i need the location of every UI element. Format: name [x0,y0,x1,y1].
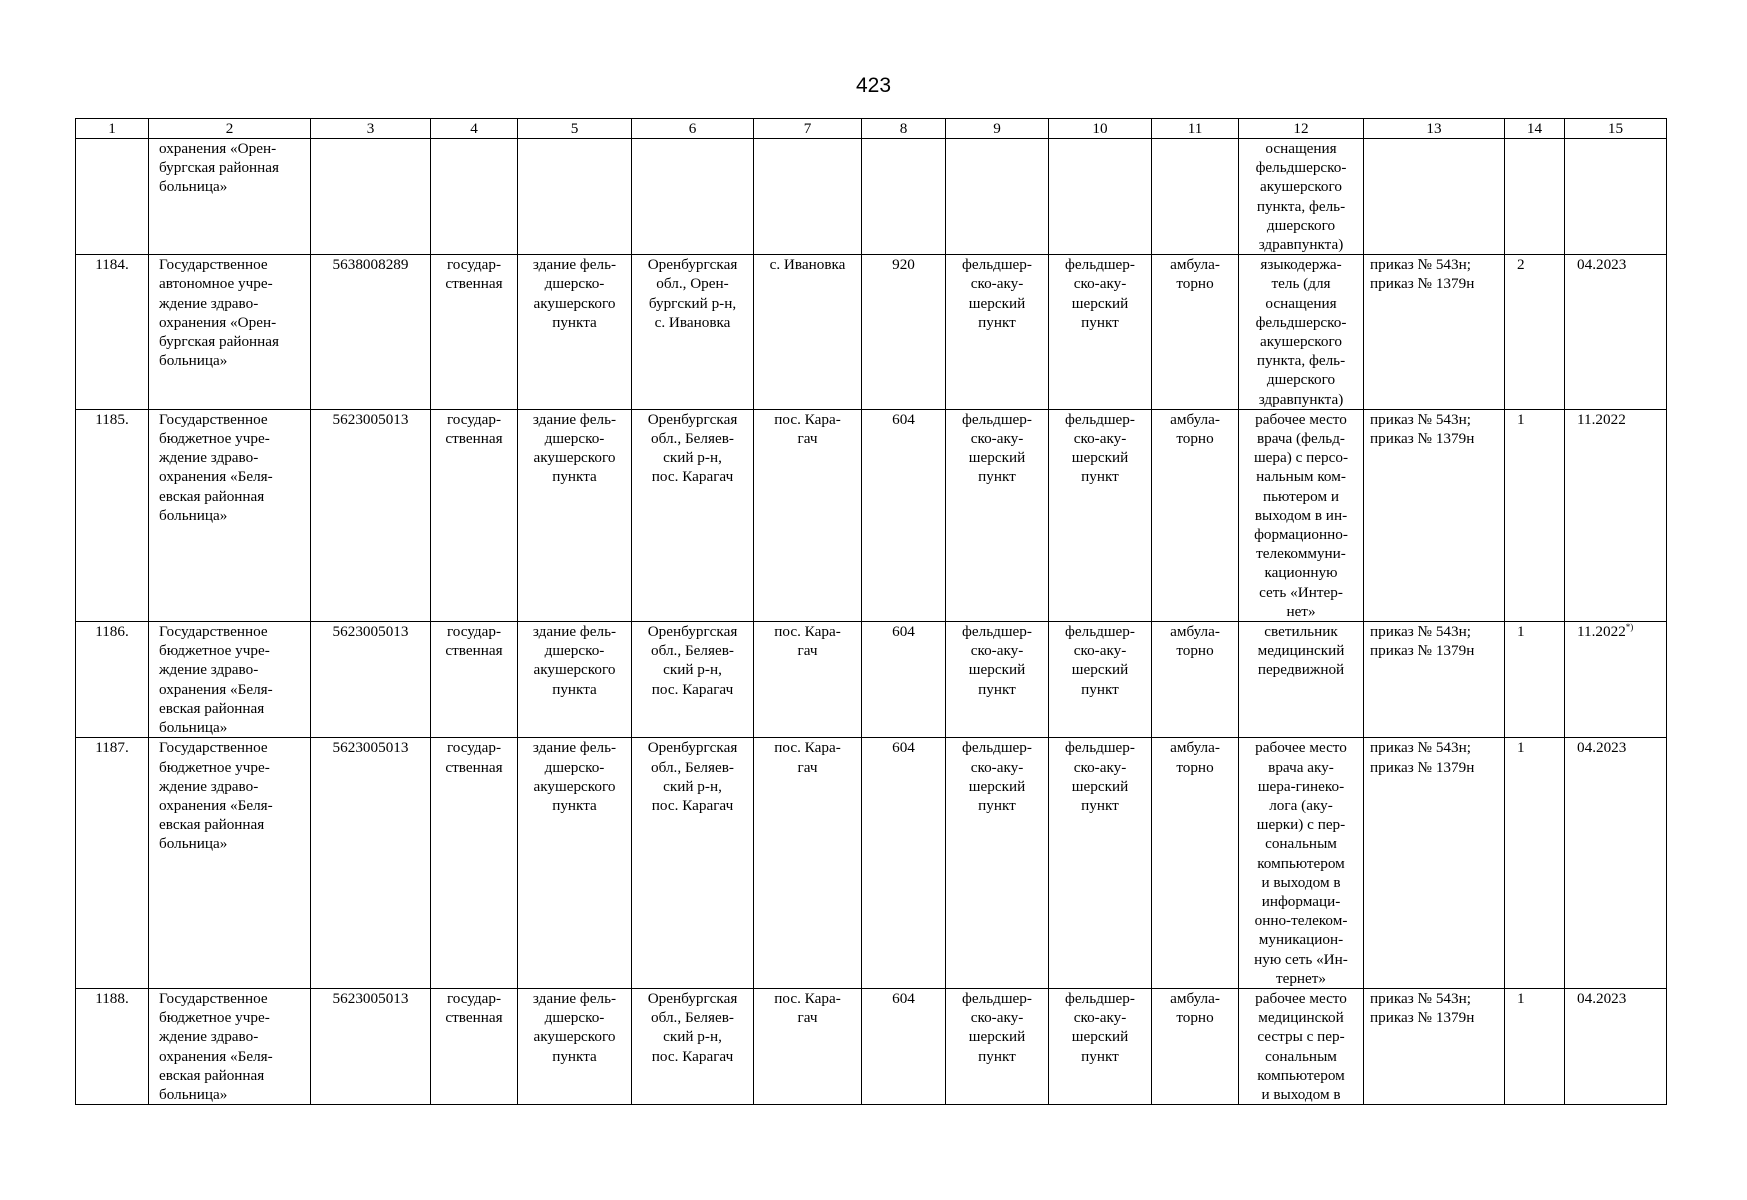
cell-text: амбула- торно [1170,623,1220,660]
cell-building [518,622,632,738]
cell-address [632,738,754,989]
cell-text: фельдшер- ско-аку- шерский пункт [1065,256,1135,331]
table-row [76,738,1667,989]
cell-text: 5623005013 [332,989,409,1007]
cell-date [1565,139,1667,255]
cell-text: приказ № 543н; приказ № 1379н [1370,410,1475,448]
cell-inn [311,988,431,1104]
cell-text: фельдшер- ско-аку- шерский пункт [962,410,1032,486]
table-row [76,409,1667,621]
cell-text: 1 [1517,739,1525,757]
cell-quantity [1505,738,1565,989]
cell-text: рабочее место медицинской сестры с пер- сональным компьютером и выходом в [1255,989,1347,1103]
cell-text: 1186. [95,623,129,641]
cell-quantity [1505,139,1565,255]
cell-text: 1185. [95,410,129,428]
cell-number [76,409,149,621]
cell-population [862,255,946,410]
cell-regulation [1364,622,1505,738]
cell-equipment [1239,409,1364,621]
cell-text: рабочее место врача аку- шера-гинеко- лога (аку- шерки) с пер- сональным компьютером и выходом в информаци- онно-телеком- муникацион- ную сеть «Ин- тернет» [1254,739,1348,987]
footnote-mark: *) [1625,622,1634,633]
cell-ownership [431,409,518,621]
cell-address [632,409,754,621]
cell-care-form [1152,622,1239,738]
cell-text: Оренбургская обл., Беляев- ский р-н, пос. Карагач [647,989,738,1065]
cell-text: 11.2022 [1577,623,1626,641]
cell-date [1565,255,1667,410]
cell-care-form [1152,255,1239,410]
cell-equipment [1239,622,1364,738]
table-row [76,988,1667,1104]
cell-settlement [754,139,862,255]
cell-text: 04.2023 [1577,739,1627,757]
cell-number [76,255,149,410]
cell-settlement [754,255,862,410]
cell-text: Государственное бюджетное учре- ждение здраво- охранения «Беля- евская районная больница» [159,739,273,853]
cell-care-form [1152,738,1239,989]
cell-text: фельдшер- ско-аку- шерский пункт [962,739,1032,814]
cell-text: фельдшер- ско-аку- шерский пункт [1065,623,1135,698]
cell-text: 5623005013 [332,739,409,757]
cell-building [518,988,632,1104]
cell-text: языкодержа- тель (для оснащения фельдшерско- акушерского пункта, фель- дшерского здравпункта) [1255,256,1347,408]
cell-inn [311,255,431,410]
cell-text: Оренбургская обл., Беляев- ский р-н, пос. Карагач [647,739,738,814]
column-header-7: 7 [754,119,862,139]
cell-building [518,255,632,410]
cell-text: 1187. [95,739,129,757]
cell-address [632,988,754,1104]
cell-settlement [754,988,862,1104]
cell-ownership [431,988,518,1104]
cell-text: 1 [1517,410,1525,428]
cell-facility-type [946,622,1049,738]
cell-number [76,622,149,738]
cell-text: здание фель- дшерско- акушерского пункта [532,256,617,331]
cell-text: Оренбургская обл., Беляев- ский р-н, пос. Карагач [647,410,738,486]
cell-text: фельдшер- ско-аку- шерский пункт [1065,410,1135,486]
column-header-6: 6 [632,119,754,139]
cell-text: приказ № 543н; приказ № 1379н [1370,256,1475,293]
cell-population [862,139,946,255]
cell-population [862,409,946,621]
column-header-11: 11 [1152,119,1239,139]
cell-building [518,409,632,621]
cell-text: государ- ственная [445,989,503,1027]
cell-text: здание фель- дшерско- акушерского пункта [532,410,617,486]
cell-unit-type [1049,255,1152,410]
column-header-12: 12 [1239,119,1364,139]
column-header-8: 8 [862,119,946,139]
cell-text: фельдшер- ско-аку- шерский пункт [962,623,1032,698]
cell-unit-type [1049,988,1152,1104]
table-row [76,255,1667,410]
cell-text: Государственное бюджетное учре- ждение здраво- охранения «Беля- евская районная больница» [159,989,273,1103]
cell-quantity [1505,622,1565,738]
cell-inn [311,622,431,738]
cell-text: 1184. [95,256,129,274]
column-header-9: 9 [946,119,1049,139]
cell-ownership [431,738,518,989]
cell-text: 11.2022 [1577,410,1626,428]
cell-organization [149,738,311,989]
cell-facility-type [946,988,1049,1104]
cell-text: оснащения фельдшерско- акушерского пункта, фель- дшерского здравпункта) [1255,140,1347,254]
cell-address [632,255,754,410]
cell-number [76,139,149,255]
cell-date [1565,409,1667,621]
cell-unit-type [1049,139,1152,255]
cell-text: здание фель- дшерско- акушерского пункта [532,739,617,814]
table-row [76,622,1667,738]
cell-regulation [1364,988,1505,1104]
cell-building [518,139,632,255]
column-header-15: 15 [1565,119,1667,139]
cell-text: рабочее место врача (фельд- шера) с персо- нальным ком- пьютером и выходом в ин- формационно- телекоммуни- кационную сеть «Интер- нет» [1253,410,1349,620]
cell-text: 5638008289 [332,256,409,274]
cell-text: приказ № 543н; приказ № 1379н [1370,623,1475,660]
cell-regulation [1364,409,1505,621]
cell-text: 604 [892,410,915,428]
cell-equipment [1239,139,1364,255]
cell-text: Оренбургская обл., Беляев- ский р-н, пос. Карагач [647,623,738,698]
cell-text: 604 [892,739,915,757]
cell-ownership [431,139,518,255]
cell-facility-type [946,139,1049,255]
cell-text: амбула- торно [1170,256,1220,293]
cell-text: Государственное бюджетное учре- ждение здраво- охранения «Беля- евская районная больница» [159,623,273,737]
cell-regulation [1364,738,1505,989]
cell-text: 1 [1517,623,1525,641]
cell-text: государ- ственная [445,256,503,293]
cell-text: фельдшер- ско-аку- шерский пункт [1065,739,1135,814]
cell-text: государ- ственная [445,739,503,776]
cell-text: Государственное бюджетное учре- ждение здраво- охранения «Беля- евская районная больница» [159,410,273,524]
cell-settlement [754,409,862,621]
cell-text: охранения «Орен- бургская районная больница» [159,140,280,196]
cell-care-form [1152,139,1239,255]
column-header-4: 4 [431,119,518,139]
cell-inn [311,409,431,621]
cell-text: приказ № 543н; приказ № 1379н [1370,989,1475,1027]
cell-regulation [1364,255,1505,410]
cell-date [1565,738,1667,989]
cell-care-form [1152,409,1239,621]
cell-settlement [754,622,862,738]
column-header-10: 10 [1049,119,1152,139]
cell-building [518,738,632,989]
cell-quantity [1505,409,1565,621]
cell-text: 5623005013 [332,623,409,641]
cell-organization [149,409,311,621]
cell-text: фельдшер- ско-аку- шерский пункт [962,989,1032,1065]
column-header-1: 1 [76,119,149,139]
column-header-3: 3 [311,119,431,139]
cell-text: Государственное автономное учре- ждение здраво- охранения «Орен- бургская районная больница» [159,256,280,370]
cell-address [632,622,754,738]
cell-text: пос. Кара- гач [774,989,841,1027]
cell-equipment [1239,255,1364,410]
cell-text: 1188. [95,989,129,1007]
table-header [76,119,1667,139]
cell-text: фельдшер- ско-аку- шерский пункт [1065,989,1135,1065]
cell-text: 2 [1517,256,1525,274]
table-row [76,139,1667,255]
cell-text: 920 [892,256,915,274]
column-header-5: 5 [518,119,632,139]
cell-text: здание фель- дшерско- акушерского пункта [532,623,617,698]
cell-text: 604 [892,989,915,1007]
cell-text: амбула- торно [1170,410,1220,448]
cell-settlement [754,738,862,989]
registry-table [75,118,1667,1105]
cell-number [76,988,149,1104]
cell-care-form [1152,988,1239,1104]
cell-quantity [1505,988,1565,1104]
page-number: 423 [855,74,892,97]
cell-regulation [1364,139,1505,255]
cell-text: 5623005013 [332,410,409,428]
cell-text: амбула- торно [1170,739,1220,776]
cell-facility-type [946,255,1049,410]
cell-population [862,988,946,1104]
cell-text: пос. Кара- гач [774,739,841,776]
cell-text: здание фель- дшерско- акушерского пункта [532,989,617,1065]
cell-text: 1 [1517,989,1525,1007]
cell-text: государ- ственная [445,410,503,448]
cell-text: амбула- торно [1170,989,1220,1027]
cell-unit-type [1049,738,1152,989]
cell-text: приказ № 543н; приказ № 1379н [1370,739,1475,776]
column-header-2: 2 [149,119,311,139]
cell-text: 04.2023 [1577,256,1627,274]
cell-unit-type [1049,622,1152,738]
cell-inn [311,139,431,255]
cell-quantity [1505,255,1565,410]
cell-organization [149,255,311,410]
cell-text: с. Ивановка [769,256,846,274]
cell-date [1565,622,1667,738]
cell-address [632,139,754,255]
cell-date [1565,988,1667,1104]
cell-facility-type [946,738,1049,989]
cell-organization [149,622,311,738]
column-header-14: 14 [1505,119,1565,139]
cell-equipment [1239,738,1364,989]
column-header-13: 13 [1364,119,1505,139]
table-header-row [76,119,1667,139]
cell-facility-type [946,409,1049,621]
cell-text: фельдшер- ско-аку- шерский пункт [962,256,1032,331]
cell-text: Оренбургская обл., Орен- бургский р-н, с. Ивановка [647,256,738,331]
cell-ownership [431,622,518,738]
cell-population [862,622,946,738]
cell-text: пос. Кара- гач [774,410,841,448]
cell-equipment [1239,988,1364,1104]
cell-text: 604 [892,623,915,641]
cell-text: светильник медицинский передвижной [1257,623,1345,679]
cell-unit-type [1049,409,1152,621]
cell-ownership [431,255,518,410]
cell-organization [149,988,311,1104]
cell-text: 04.2023 [1577,989,1627,1007]
cell-text: пос. Кара- гач [774,623,841,660]
cell-inn [311,738,431,989]
cell-text: государ- ственная [445,623,503,660]
cell-number [76,738,149,989]
table-body [76,139,1667,1105]
cell-population [862,738,946,989]
cell-organization [149,139,311,255]
